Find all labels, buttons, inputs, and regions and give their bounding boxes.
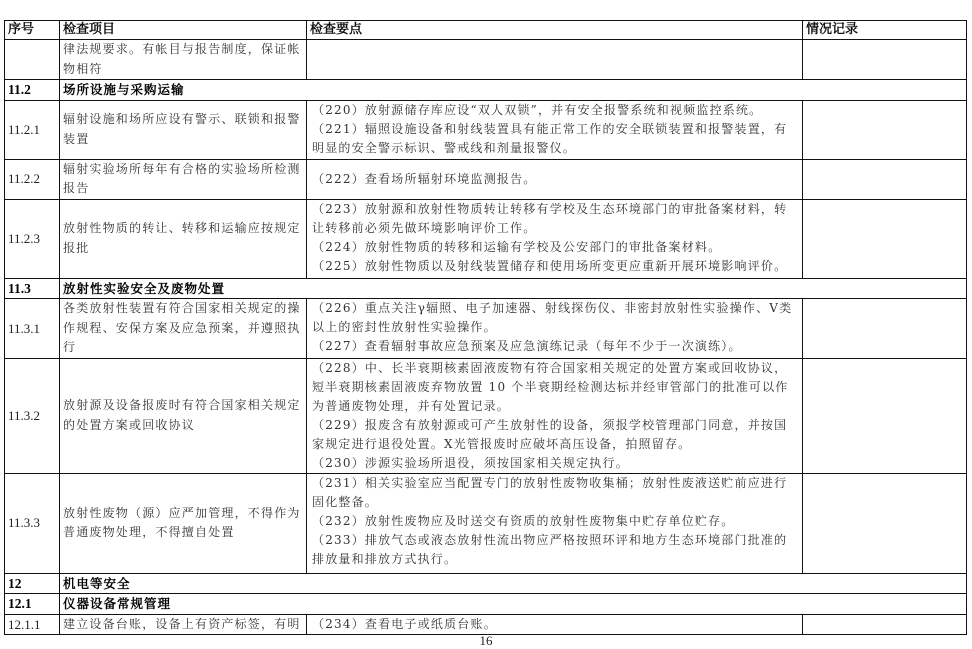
header-record: 情况记录 bbox=[803, 21, 967, 40]
check-point: （225）放射性物质以及射线装置储存和使用场所变更应重新开展环境影响评价。 bbox=[312, 258, 788, 273]
header-points: 检查要点 bbox=[307, 21, 803, 40]
section-number: 11.2 bbox=[5, 80, 60, 101]
section-title: 放射性实验安全及废物处置 bbox=[60, 278, 967, 299]
row-number: 11.2.1 bbox=[5, 100, 60, 159]
check-point: （222）查看场所辐射环境监测报告。 bbox=[312, 171, 537, 186]
row-number: 11.3.2 bbox=[5, 358, 60, 473]
row-number: 11.2.2 bbox=[5, 159, 60, 199]
row-item: 辐射实验场所每年有合格的实验场所检测报告 bbox=[60, 159, 307, 199]
section-title: 场所设施与采购运输 bbox=[60, 80, 967, 101]
row-record[interactable] bbox=[803, 358, 967, 473]
check-point: （223）放射源和放射性物质转让转移有学校及生态环境部门的审批备案材料，转让转移前必须先做环境影响评价工作。 bbox=[312, 201, 788, 235]
check-point: （228）中、长半衰期核素固液废物有符合国家相关规定的处置方案或回收协议，短半衰期核素固液废弃物放置 10 个半衰期经检测达标并经审管部门的批准可以作为普通废物处理，并有处置记录。 bbox=[312, 360, 789, 413]
table-row bbox=[5, 40, 967, 80]
row-item: 各类放射性装置有符合国家相关规定的操作规程、安保方案及应急预案，并遵照执行 bbox=[60, 299, 307, 359]
document-page bbox=[4, 20, 966, 635]
table-header-row bbox=[5, 21, 967, 40]
page-number: 16 bbox=[479, 633, 493, 648]
check-point: （226）重点关注γ辐照、电子加速器、射线探伤仪、非密封放射性实验操作、V类以上的密封性放射性实验操作。 bbox=[312, 301, 793, 334]
table-row bbox=[5, 358, 967, 473]
check-point: （224）放射性物质的转移和运输有学校及公安部门的审批备案材料。 bbox=[312, 239, 722, 254]
table-row bbox=[5, 199, 967, 278]
row-number: 11.3.1 bbox=[5, 299, 60, 359]
check-point: （234）查看电子或纸质台账。 bbox=[312, 616, 497, 631]
row-number: 11.3.3 bbox=[5, 473, 60, 573]
check-point: （227）查看辐射事故应急预案及应急演练记录（每年不少于一次演练）。 bbox=[312, 339, 742, 353]
section-title: 机电等安全 bbox=[60, 573, 967, 594]
row-points bbox=[307, 473, 803, 573]
row-item: 律法规要求。有帐目与报告制度，保证帐物相符 bbox=[60, 40, 307, 80]
row-record[interactable] bbox=[803, 159, 967, 199]
check-point: （233）排放气态或液态放射性流出物应严格按照环评和地方生态环境部门批准的排放量和排放方式执行。 bbox=[312, 532, 788, 566]
inspection-table bbox=[4, 20, 967, 635]
row-item: 放射性物质的转让、转移和运输应按规定报批 bbox=[60, 199, 307, 278]
row-points bbox=[307, 299, 803, 359]
row-number bbox=[5, 40, 60, 80]
row-number: 12.1.1 bbox=[5, 614, 60, 635]
row-record[interactable] bbox=[803, 473, 967, 573]
table-row bbox=[5, 299, 967, 359]
row-record[interactable] bbox=[803, 40, 967, 80]
row-item: 建立设备台账，设备上有资产标签，有明 bbox=[60, 614, 307, 635]
check-point: （230）涉源实验场所退役，须按国家相关规定执行。 bbox=[312, 455, 629, 470]
table-row bbox=[5, 614, 967, 635]
row-item: 放射性废物（源）应严加管理，不得作为普通废物处理，不得擅自处置 bbox=[60, 473, 307, 573]
row-points bbox=[307, 100, 803, 159]
section-number: 12 bbox=[5, 573, 60, 594]
table-row bbox=[5, 100, 967, 159]
section-number: 12.1 bbox=[5, 594, 60, 615]
row-points bbox=[307, 614, 803, 635]
check-point: （229）报废含有放射源或可产生放射性的设备，须报学校管理部门同意，并按国家规定进行退役处置。X光管报废时应破坏高压设备，拍照留存。 bbox=[312, 417, 788, 451]
section-row bbox=[5, 573, 967, 594]
row-record[interactable] bbox=[803, 100, 967, 159]
section-number: 11.3 bbox=[5, 278, 60, 299]
row-record[interactable] bbox=[803, 299, 967, 359]
table-row bbox=[5, 473, 967, 573]
check-point: （231）相关实验室应当配置专门的放射性废物收集桶；放射性废液送贮前应进行固化整备。 bbox=[312, 475, 788, 509]
row-record[interactable] bbox=[803, 614, 967, 635]
section-title: 仪器设备常规管理 bbox=[60, 594, 967, 615]
check-point: （221）辐照设施设备和射线装置具有能正常工作的安全联锁装置和报警装置，有明显的安全警示标识、警戒线和剂量报警仪。 bbox=[312, 121, 788, 155]
row-points bbox=[307, 40, 803, 80]
section-row bbox=[5, 594, 967, 615]
header-item: 检查项目 bbox=[60, 21, 307, 40]
header-number: 序号 bbox=[5, 21, 60, 40]
section-row bbox=[5, 278, 967, 299]
table-row bbox=[5, 159, 967, 199]
check-point: （232）放射性废物应及时送交有资质的放射性废物集中贮存单位贮存。 bbox=[312, 513, 735, 528]
row-points bbox=[307, 159, 803, 199]
row-points bbox=[307, 199, 803, 278]
row-record[interactable] bbox=[803, 199, 967, 278]
check-point: （220）放射源储存库应设“双人双锁”，并有安全报警系统和视频监控系统。 bbox=[312, 102, 763, 117]
section-row bbox=[5, 80, 967, 101]
row-item: 放射源及设备报废时有符合国家相关规定的处置方案或回收协议 bbox=[60, 358, 307, 473]
row-points bbox=[307, 358, 803, 473]
row-number: 11.2.3 bbox=[5, 199, 60, 278]
row-item: 辐射设施和场所应设有警示、联锁和报警装置 bbox=[60, 100, 307, 159]
